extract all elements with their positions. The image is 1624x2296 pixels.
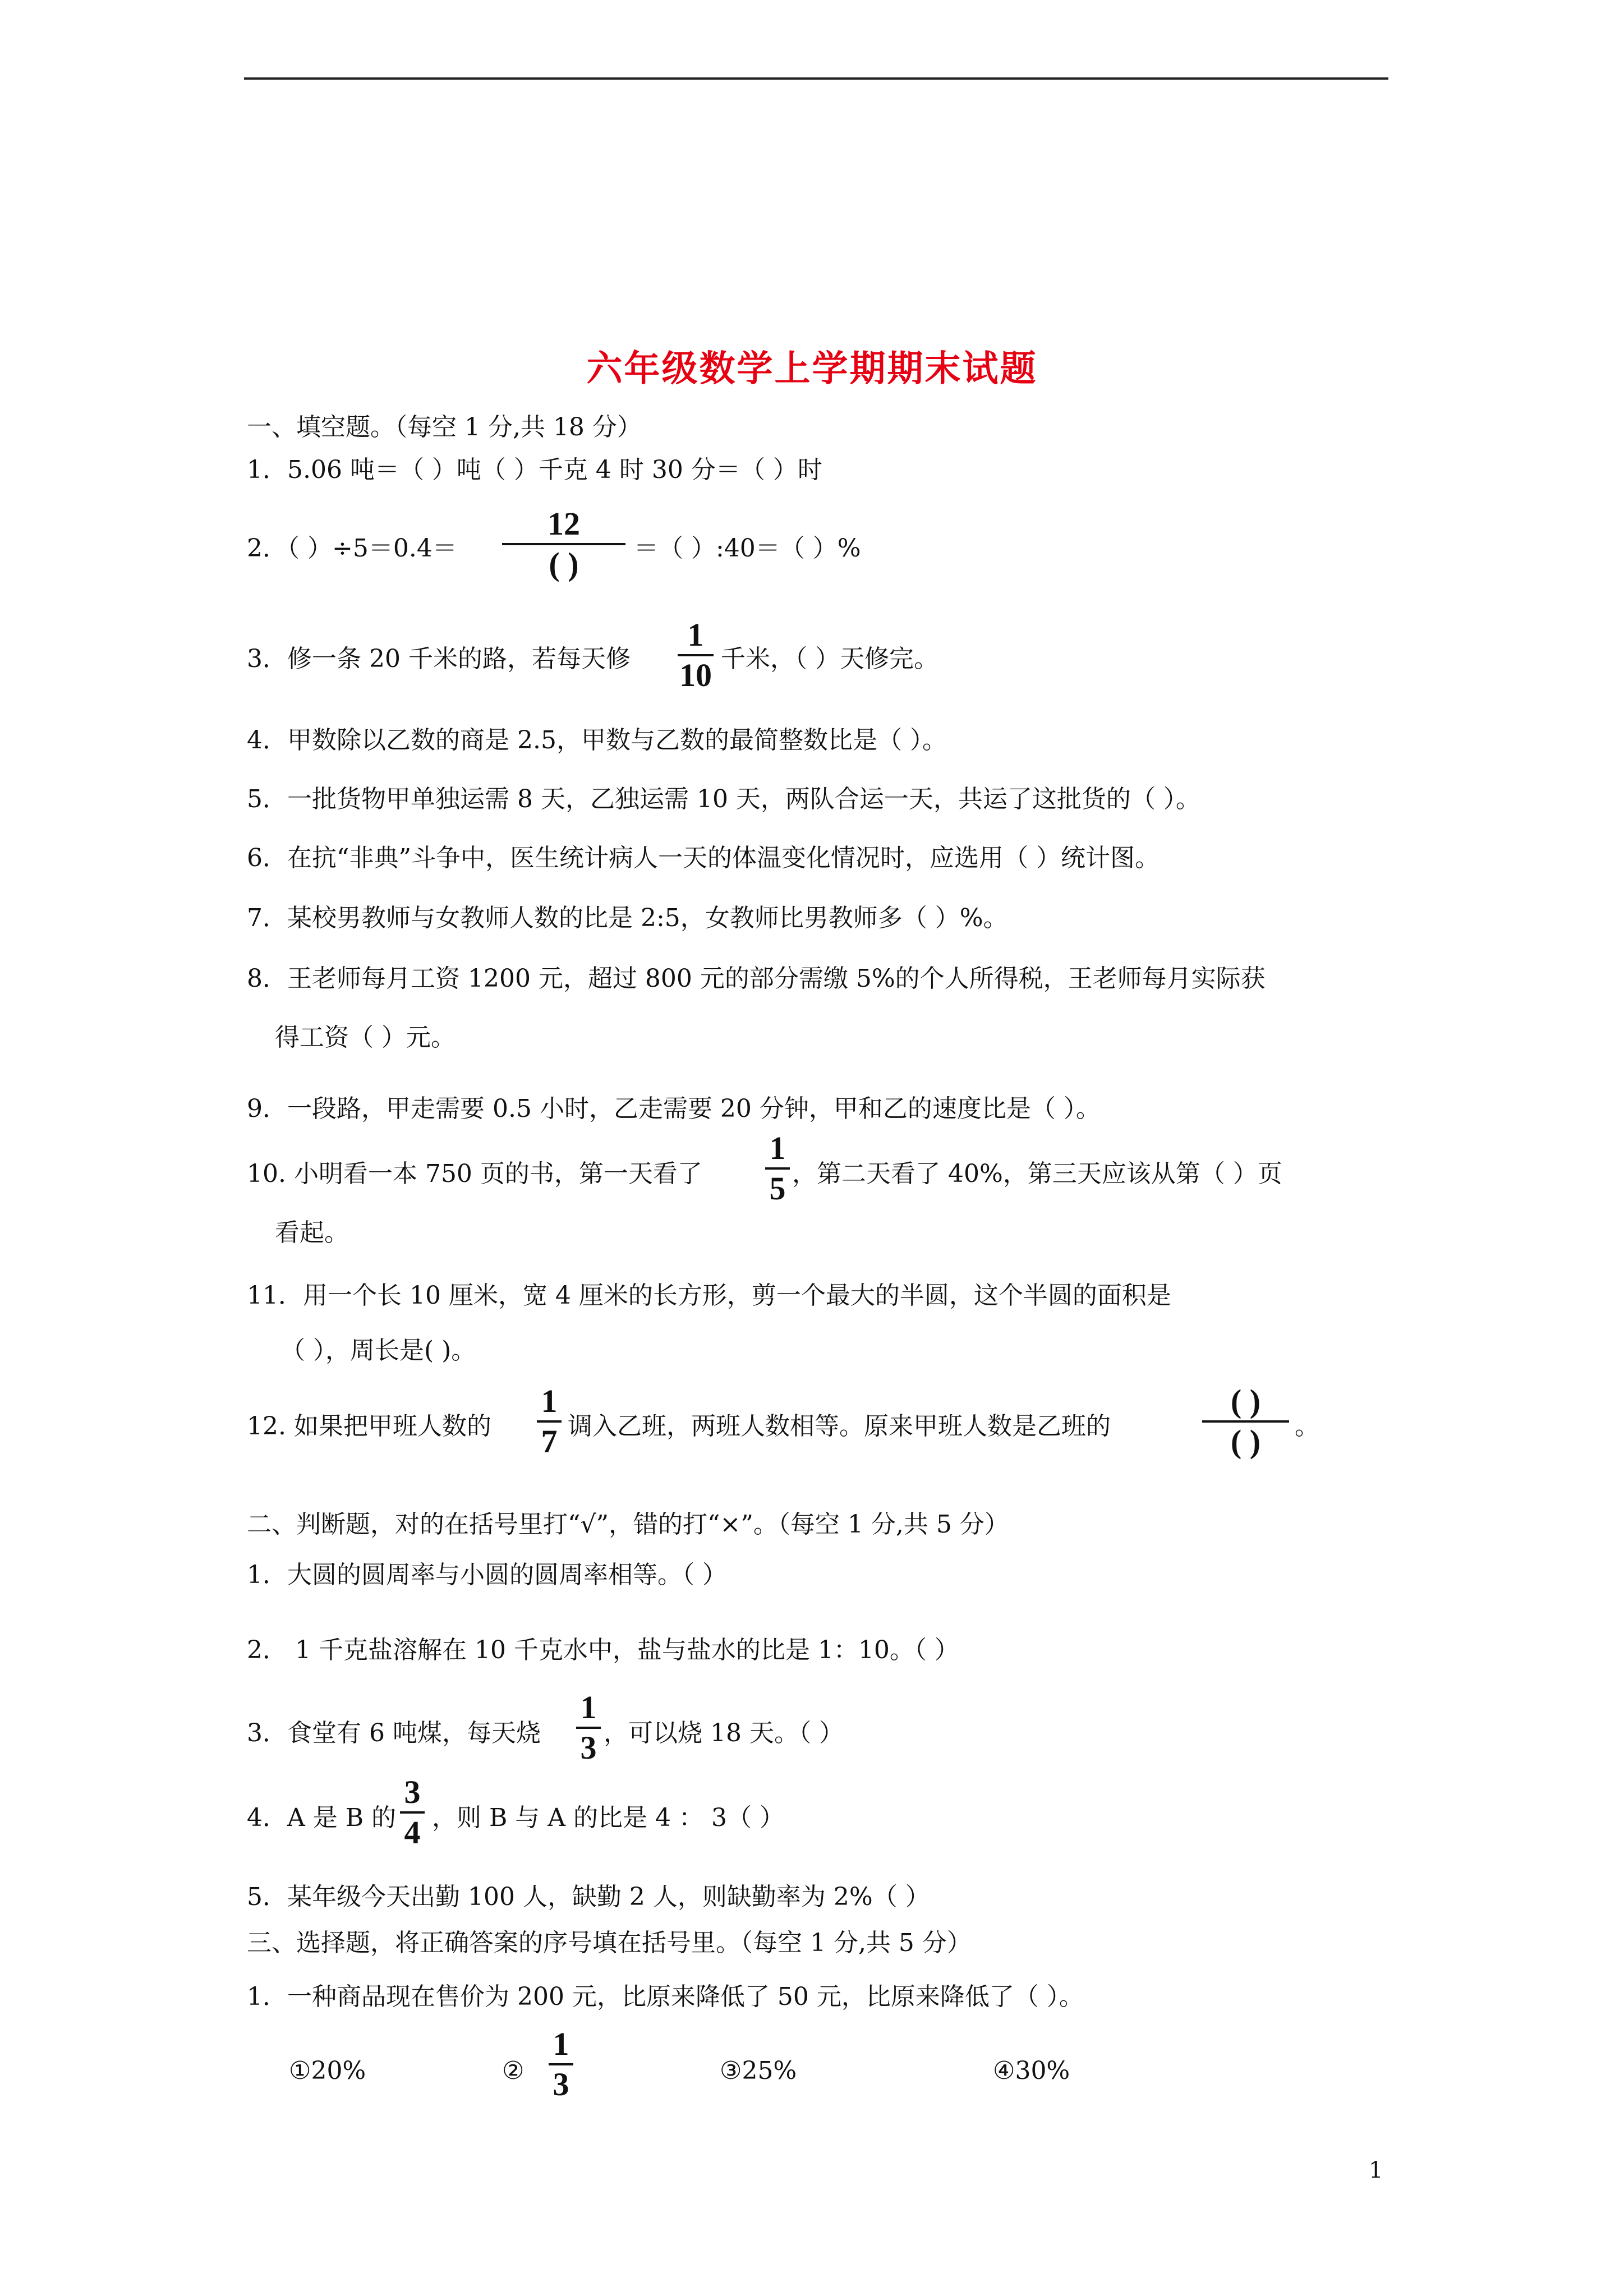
fraction-bar bbox=[765, 1167, 790, 1170]
s3-q1-option-2-label: ② bbox=[502, 2056, 525, 2085]
s1-question-11-line-2: （ ），周长是( )。 bbox=[280, 1336, 476, 1365]
fraction-numerator: ( ) bbox=[1230, 1383, 1261, 1419]
fraction-numerator: 3 bbox=[404, 1774, 421, 1810]
fraction-denominator: 5 bbox=[769, 1170, 786, 1207]
fraction-numerator: 1 bbox=[580, 1689, 597, 1726]
fraction-denominator: 10 bbox=[679, 657, 712, 693]
fraction-bar bbox=[678, 654, 714, 656]
s1-question-6: 6．在抗“非典”斗争中，医生统计病人一天的体温变化情况时，应选用（ ）统计图。 bbox=[247, 844, 1160, 872]
s2-question-4-part-a: 4．A 是 B 的 bbox=[247, 1803, 397, 1832]
fraction-denominator: ( ) bbox=[549, 546, 579, 582]
s1-question-3-part-b: 千米，（ ）天修完。 bbox=[721, 645, 938, 673]
s1-q3-fraction bbox=[678, 617, 714, 693]
fraction-bar bbox=[549, 2063, 573, 2065]
s1-question-1: 1．5.06 吨＝（ ）吨（ ）千克 4 时 30 分＝（ ）时 bbox=[247, 455, 822, 484]
document-title: 六年级数学上学期期末试题 bbox=[586, 348, 1038, 390]
s1-question-9: 9．一段路，甲走需要 0.5 小时，乙走需要 20 分钟，甲和乙的速度比是（ ）。 bbox=[247, 1094, 1101, 1123]
fraction-denominator: 4 bbox=[404, 1814, 421, 1851]
s3-q1-option-2-fraction bbox=[549, 2026, 573, 2102]
fraction-bar bbox=[1202, 1420, 1289, 1423]
s1-question-8-line-2: 得工资（ ）元。 bbox=[275, 1023, 456, 1052]
s2-q4-fraction bbox=[400, 1774, 425, 1851]
s1-question-12-part-c: 。 bbox=[1295, 1412, 1319, 1441]
s2-question-3-part-a: 3．食堂有 6 吨煤，每天烧 bbox=[247, 1719, 541, 1747]
s1-question-12-part-b: 调入乙班，两班人数相等。原来甲班人数是乙班的 bbox=[568, 1412, 1111, 1441]
fraction-numerator: 1 bbox=[769, 1130, 786, 1166]
s1-q10-fraction bbox=[765, 1130, 790, 1207]
s1-question-2-part-a: 2．（ ）÷5＝0.4＝ bbox=[247, 534, 457, 563]
fraction-numerator: 1 bbox=[541, 1383, 558, 1419]
s1-question-10-part-b: ，第二天看了 40%，第三天应该从第（ ）页 bbox=[792, 1159, 1282, 1188]
fraction-denominator: 3 bbox=[580, 1729, 597, 1766]
s1-question-5: 5．一批货物甲单独运需 8 天，乙独运需 10 天，两队合运一天，共运了这批货的（ ）。 bbox=[247, 785, 1200, 813]
fraction-numerator: 1 bbox=[553, 2026, 569, 2062]
s2-question-1: 1．大圆的圆周率与小圆的圆周率相等。（ ） bbox=[247, 1561, 727, 1589]
s2-question-3-part-b: ，可以烧 18 天。（ ） bbox=[604, 1719, 844, 1747]
fraction-denominator: ( ) bbox=[1230, 1423, 1261, 1460]
s2-question-2: 2． 1 千克盐溶解在 10 千克水中，盐与盐水的比是 1：10。（ ） bbox=[247, 1636, 959, 1664]
s1-question-2-part-b: ＝（ ）:40＝（ ）% bbox=[634, 534, 861, 563]
s1-question-8-line-1: 8．王老师每月工资 1200 元，超过 800 元的部分需缴 5%的个人所得税，王老师每月实际获 bbox=[247, 964, 1266, 993]
s1-q12-fraction-1 bbox=[537, 1383, 562, 1460]
s3-q1-option-1: ①20% bbox=[289, 2056, 366, 2085]
fraction-numerator: 12 bbox=[548, 505, 580, 542]
fraction-bar bbox=[502, 543, 625, 545]
fraction-bar bbox=[576, 1727, 601, 1729]
section1-heading: 一、填空题。（每空 1 分,共 18 分） bbox=[247, 413, 642, 441]
s1-question-4: 4．甲数除以乙数的商是 2.5，甲数与乙数的最简整数比是（ ）。 bbox=[247, 726, 947, 754]
section3-heading: 三、选择题，将正确答案的序号填在括号里。（每空 1 分,共 5 分） bbox=[247, 1929, 972, 1957]
header-rule bbox=[244, 77, 1388, 80]
s1-q12-fraction-2 bbox=[1202, 1383, 1289, 1460]
s3-q1-option-4: ④30% bbox=[993, 2056, 1070, 2085]
s2-question-4-part-b: ，则 B 与 A 的比是 4 ： 3（ ） bbox=[432, 1803, 784, 1832]
s1-question-10-part-a: 10. 小明看一本 750 页的书，第一天看了 bbox=[247, 1159, 702, 1188]
fraction-numerator: 1 bbox=[687, 616, 704, 653]
s1-q2-fraction bbox=[502, 506, 625, 582]
page-number: 1 bbox=[1369, 2157, 1383, 2183]
s1-question-11-line-1: 11．用一个长 10 厘米，宽 4 厘米的长方形，剪一个最大的半圆，这个半圆的面积是 bbox=[247, 1281, 1171, 1310]
s1-question-3-part-a: 3．修一条 20 千米的路，若每天修 bbox=[247, 645, 631, 673]
s2-q3-fraction bbox=[576, 1690, 601, 1766]
fraction-denominator: 7 bbox=[541, 1423, 558, 1460]
fraction-bar bbox=[400, 1811, 425, 1814]
s3-question-1: 1．一种商品现在售价为 200 元，比原来降低了 50 元，比原来降低了（ ）。 bbox=[247, 1982, 1084, 2011]
section2-heading: 二、判断题，对的在括号里打“√”，错的打“×”。（每空 1 分,共 5 分） bbox=[247, 1510, 1009, 1539]
s1-question-10-line-2: 看起。 bbox=[275, 1218, 349, 1247]
s3-q1-option-3: ③25% bbox=[720, 2056, 797, 2085]
fraction-bar bbox=[537, 1420, 562, 1423]
s2-question-5: 5．某年级今天出勤 100 人，缺勤 2 人，则缺勤率为 2%（ ） bbox=[247, 1883, 930, 1911]
s1-question-7: 7．某校男教师与女教师人数的比是 2:5，女教师比男教师多（ ）%。 bbox=[247, 904, 1008, 932]
fraction-denominator: 3 bbox=[553, 2066, 569, 2102]
s1-question-12-part-a: 12. 如果把甲班人数的 bbox=[247, 1412, 491, 1441]
